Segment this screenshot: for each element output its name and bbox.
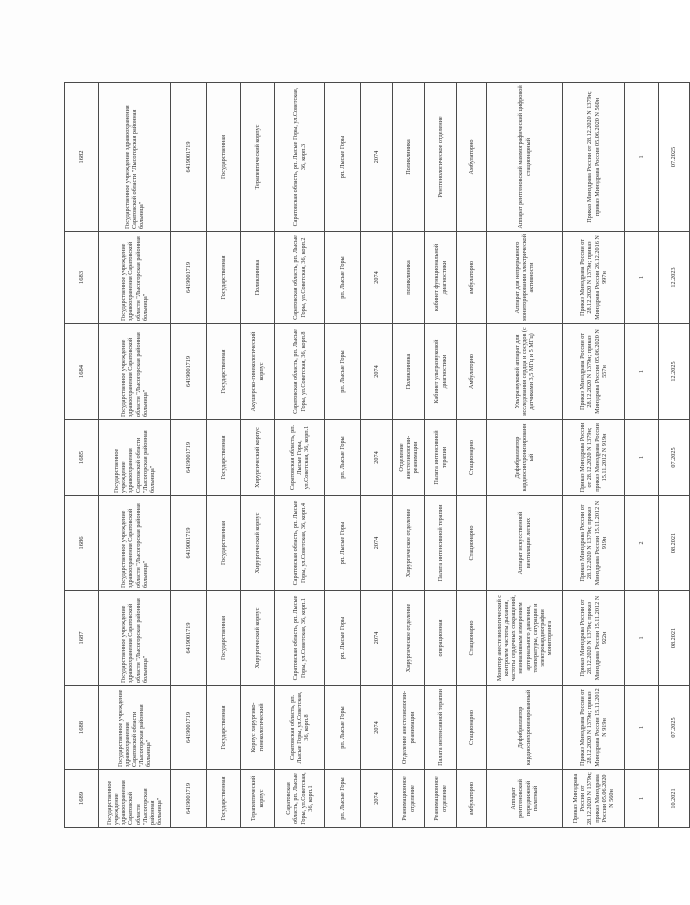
cell-year: 2074 [361, 686, 393, 770]
row-inn [171, 83, 207, 828]
cell-settlement: рп. Лысые Горы [325, 496, 361, 591]
cell-type: Стационарно [457, 420, 487, 496]
cell-date: 07.2025 [659, 83, 690, 232]
cell-room: операционная [425, 591, 457, 686]
cell-qty: 1 [625, 420, 659, 496]
cell-building: Акушерско-гинекологический корпус [241, 324, 275, 420]
cell-department: Реанимационное отделение [393, 770, 425, 828]
cell-id: 1684 [65, 324, 99, 420]
cell-standard: Приказ Минздрава России от 28.12.2020 N 1379н; приказ Минздрава России 05.06.2020 N 557н [563, 324, 625, 420]
cell-qty: 1 [625, 324, 659, 420]
cell-settlement: рп. Лысые Горы [325, 686, 361, 770]
cell-room: Палата интенсивной терапии [425, 686, 457, 770]
cell-standard: Приказ Минздрава России от 28.12.2020 N 1379н; приказ Минздрава России 15.11.2012 N 922н [563, 591, 625, 686]
cell-ownership: Государственная [207, 420, 241, 496]
cell-inn: 6419001719 [171, 83, 207, 232]
cell-building: Терапевтический корпус [241, 770, 275, 828]
cell-department: поликлиника [393, 232, 425, 324]
cell-org: Государственное учреждение здравоохранения Саратовской области "Лысогорская районная больница" [99, 770, 171, 828]
cell-equipment: Аппарат для непрерывного мониторирования электрической активности [487, 232, 563, 324]
cell-address: Саратовская область, рп. Лысые Горы, ул.Советская, 36, корп.8 [275, 686, 325, 770]
cell-id: 1686 [65, 496, 99, 591]
cell-inn: 6419001719 [171, 420, 207, 496]
cell-type: амбулаторно [457, 232, 487, 324]
cell-qty: 2 [625, 496, 659, 591]
cell-equipment: Дефибриллятор кардиосинхронизированный [487, 686, 563, 770]
cell-address: Саратовская область, рп. Лысые Горы, ул.Советская, 36, корп.4 [275, 496, 325, 591]
row-qty [625, 83, 659, 828]
cell-org: Государственное учреждение здравоохранения Саратовской области "Лысогорская районная больница" [99, 83, 171, 232]
cell-qty: 1 [625, 686, 659, 770]
rotated-table-wrapper [64, 83, 678, 828]
cell-room: Палата интенсивной терапии [425, 420, 457, 496]
cell-equipment: Аппарат искусственной вентиляции легких [487, 496, 563, 591]
cell-equipment: Аппарат рентгеновский маммографический цифровой стационарный [487, 83, 563, 232]
cell-standard: Приказ Минздрава России от 28.12.2020 N 1379н; приказ Минздрава России 15.11.2012 N 919н [563, 420, 625, 496]
cell-org: Государственное учреждение здравоохранения Саратовской области "Лысогорская районная больница" [99, 591, 171, 686]
row-org [99, 83, 171, 828]
cell-id: 1683 [65, 232, 99, 324]
cell-qty: 1 [625, 770, 659, 828]
cell-address: Саратовская область, рп. Лысые Горы, ул.Советская, 36, корп.2 [275, 232, 325, 324]
cell-date: 07.2025 [659, 686, 690, 770]
cell-date: 08.2021 [659, 496, 690, 591]
cell-qty: 1 [625, 591, 659, 686]
cell-standard: Приказ Минздрава России от 28.12.2020 N 1379н; приказ Минздрава России 26.12.2016 N 997н [563, 232, 625, 324]
cell-settlement: рп. Лысые Горы [325, 770, 361, 828]
cell-date: 07.2025 [659, 420, 690, 496]
cell-standard: Приказ Минздрава России от 28.12.2020 N 1379н; приказ Минздрава России 05.06.2020 N 560н [563, 770, 625, 828]
cell-room: Реанимационное отделение [425, 770, 457, 828]
cell-address: Саратовская область, рп. Лысые Горы, ул.Советская, 36, корп.1 [275, 770, 325, 828]
cell-date: 12.2025 [659, 324, 690, 420]
cell-address: Саратовская область, рп. Лысые Горы, ул.Советская, 36, корп.1 [275, 591, 325, 686]
cell-ownership: Государственная [207, 686, 241, 770]
cell-id: 1688 [65, 686, 99, 770]
cell-org: Государственное учреждение здравоохранения Саратовской области "Лысогорская районная больница" [99, 232, 171, 324]
row-date [659, 83, 690, 828]
cell-building: Терапевтический корпус [241, 83, 275, 232]
cell-ownership: Государственная [207, 83, 241, 232]
cell-year: 2074 [361, 770, 393, 828]
cell-standard: Приказ Минздрава России от 28.12.2020 N 1379н; приказ Минздрава России 05.06.2020 N 560н [563, 83, 625, 232]
cell-building: Поликлиника [241, 232, 275, 324]
row-type [457, 83, 487, 828]
cell-equipment: Ультразвуковой аппарат для исследования сердца и сосудов (с датчиками 3,5 МГц и 5 МГц) [487, 324, 563, 420]
cell-id: 1682 [65, 83, 99, 232]
cell-org: Государственное учреждение здравоохранения Саратовской области "Лысогорская районная больница" [99, 420, 171, 496]
cell-type: Стационарно [457, 496, 487, 591]
cell-equipment: Монитор анестезиологический с контролем частоты дыхания, частоты сердечных сокращений, неинвазивным измерением артериального давления, температуры, сатурации и электрокардиографии мониторинга [487, 591, 563, 686]
cell-ownership: Государственная [207, 496, 241, 591]
cell-inn: 6419001719 [171, 324, 207, 420]
cell-date: 10.2021 [659, 770, 690, 828]
row-ownership [207, 83, 241, 828]
cell-type: Амбулаторно [457, 83, 487, 232]
row-building [241, 83, 275, 828]
cell-room: Палата интенсивной терапии [425, 496, 457, 591]
cell-id: 1689 [65, 770, 99, 828]
cell-address: Саратовская область, рп. Лысые Горы, ул.Советская, 36, корп.1 [275, 420, 325, 496]
cell-equipment: Аппарат рентгеновский передвижной палатный [487, 770, 563, 828]
cell-inn: 6419001719 [171, 686, 207, 770]
cell-year: 2074 [361, 591, 393, 686]
cell-building: Хирургический корпус [241, 496, 275, 591]
cell-ownership: Государственная [207, 232, 241, 324]
row-settlement [325, 83, 361, 828]
row-year [361, 83, 393, 828]
cell-year: 2074 [361, 232, 393, 324]
cell-inn: 6419001719 [171, 496, 207, 591]
cell-qty: 1 [625, 232, 659, 324]
cell-type: Стационарно [457, 591, 487, 686]
cell-building: Корпус хирургико-гинекологический [241, 686, 275, 770]
cell-org: Государственное учреждение здравоохранения Саратовской области "Лысогорская районная больница" [99, 496, 171, 591]
cell-ownership: Государственная [207, 324, 241, 420]
row-id [65, 83, 99, 828]
cell-address: Саратовская область, рп. Лысые Горы, ул.Советская, 36, корп.3 [275, 83, 325, 232]
cell-year: 2074 [361, 420, 393, 496]
cell-inn: 6419001719 [171, 770, 207, 828]
cell-type: амбулаторно [457, 770, 487, 828]
cell-date: 12.2023 [659, 232, 690, 324]
cell-department: Хирургическое отделение [393, 496, 425, 591]
cell-settlement: рп. Лысые Горы [325, 420, 361, 496]
cell-settlement: рп. Лысые Горы [325, 232, 361, 324]
cell-qty: 1 [625, 83, 659, 232]
cell-room: кабинет функциональной диагностики [425, 232, 457, 324]
row-department [393, 83, 425, 828]
cell-room: Кабинет ультразвуковой диагностики [425, 324, 457, 420]
cell-settlement: рп. Лысые Горы [325, 324, 361, 420]
cell-department: Поликлиника [393, 324, 425, 420]
cell-building: Хирургический корпус [241, 420, 275, 496]
cell-year: 2074 [361, 83, 393, 232]
cell-id: 1685 [65, 420, 99, 496]
cell-org: Государственное учреждение здравоохранения Саратовской области "Лысогорская районная больница" [99, 686, 171, 770]
cell-department: Поликлиника [393, 83, 425, 232]
row-address [275, 83, 325, 828]
cell-inn: 6419001719 [171, 591, 207, 686]
cell-year: 2074 [361, 324, 393, 420]
cell-id: 1687 [65, 591, 99, 686]
cell-settlement: рп. Лысые Горы [325, 83, 361, 232]
cell-room: Рентгенологическое отделение [425, 83, 457, 232]
cell-department: Отделение анестезиологии-реанимации [393, 686, 425, 770]
cell-type: Амбулаторно [457, 324, 487, 420]
cell-equipment: Дефибриллятор кардиосинхронизированный [487, 420, 563, 496]
cell-settlement: рп. Лысые Горы [325, 591, 361, 686]
row-room [425, 83, 457, 828]
cell-date: 08.2021 [659, 591, 690, 686]
cell-ownership: Государственная [207, 770, 241, 828]
cell-inn: 6419001719 [171, 232, 207, 324]
row-standard [563, 83, 625, 828]
cell-department: Хирургическое отделение [393, 591, 425, 686]
cell-department: Отделение анестезиологии-реанимации [393, 420, 425, 496]
cell-type: Стационарно [457, 686, 487, 770]
cell-address: Саратовская область, рп. Лысые Горы, ул.Советская, 36, корп.8 [275, 324, 325, 420]
cell-standard: Приказ Минздрава России от 28.12.2020 N 1379н; приказ Минздрава России 15.11.2012 N 919н [563, 496, 625, 591]
equipment-register-table [64, 82, 690, 828]
row-equipment [487, 83, 563, 828]
cell-year: 2074 [361, 496, 393, 591]
cell-building: Хирургический корпус [241, 591, 275, 686]
cell-standard: Приказ Минздрава России от 28.12.2020 N 1379н; приказ Минздрава России 15.11.2012 N 919н [563, 686, 625, 770]
cell-org: Государственное учреждение здравоохранения Саратовской области "Лысогорская районная больница" [99, 324, 171, 420]
cell-ownership: Государственная [207, 591, 241, 686]
